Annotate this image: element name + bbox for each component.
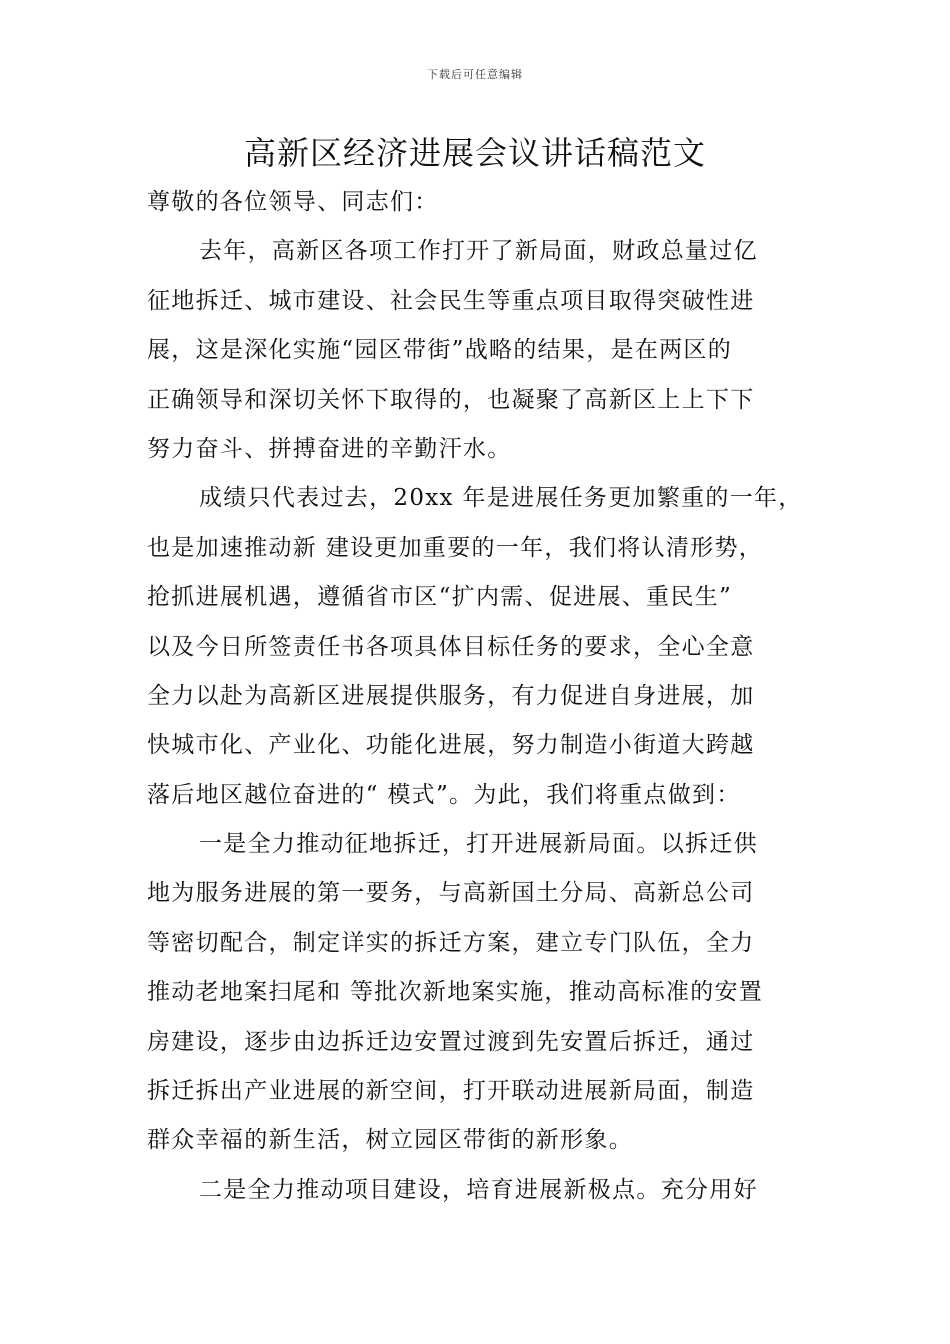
paragraph-line: 拆迁拆出产业进展的新空间，打开联动进展新局面，制造: [147, 1078, 755, 1105]
paragraph-line: 群众幸福的新生活，树立园区带街的新形象。: [147, 1127, 633, 1154]
paragraph-line: 二是全力推动项目建设，培育进展新极点。充分用好: [199, 1176, 758, 1203]
paragraph-line: 推动老地案扫尾和 等批次新地案实施，推动高标准的安置: [147, 979, 764, 1006]
paragraph-line: 以及今日所签责任书各项具体目标任务的要求，全心全意: [147, 633, 755, 660]
salutation-line: 尊敬的各位领导、同志们：: [147, 189, 439, 215]
paragraph-line: 落后地区越位奋进的“ 模式”。为此，我们将重点做到：: [147, 781, 741, 808]
paragraph-line: 也是加速推动新 建设更加重要的一年，我们将认清形势，: [147, 534, 764, 561]
paragraph-line: 去年，高新区各项工作打开了新局面，财政总量过亿: [199, 238, 758, 265]
paragraph-line: 全力以赴为高新区进展提供服务，有力促进自身进展，加: [147, 682, 755, 709]
paragraph-line: 正确领导和深切关怀下取得的，也凝聚了高新区上上下下: [147, 386, 755, 413]
paragraph-line: 地为服务进展的第一要务，与高新国土分局、高新总公司: [147, 880, 755, 907]
paragraph-line: 征地拆迁、城市建设、社会民生等重点项目取得突破性进: [147, 287, 755, 314]
paragraph-line: 快城市化、产业化、功能化进展，努力制造小街道大跨越: [147, 732, 755, 759]
paragraph-line: 展，这是深化实施“园区带街”战略的结果，是在两区的: [147, 337, 733, 364]
document-body: [147, 178, 827, 1215]
paragraph-line: 努力奋斗、拼搏奋进的辛勤汗水。: [147, 435, 512, 462]
paragraph-line: 等密切配合，制定详实的拆迁方案，建立专门队伍，全力: [147, 929, 755, 956]
paragraph-line: 一是全力推动征地拆迁，打开进展新局面。以拆迁供: [199, 831, 758, 858]
paragraph-line: 房建设，逐步由边拆迁边安置过渡到先安置后拆迁，通过: [147, 1028, 755, 1055]
paragraph-line: 成绩只代表过去，20xx 年是进展任务更加繁重的一年，: [199, 485, 803, 512]
document-title: 高新区经济进展会议讲话稿范文: [243, 134, 706, 172]
page-header-note: 下载后可任意编辑: [427, 68, 523, 81]
paragraph-line: 抢抓进展机遇，遵循省市区“扩内需、促进展、重民生”: [147, 584, 733, 611]
